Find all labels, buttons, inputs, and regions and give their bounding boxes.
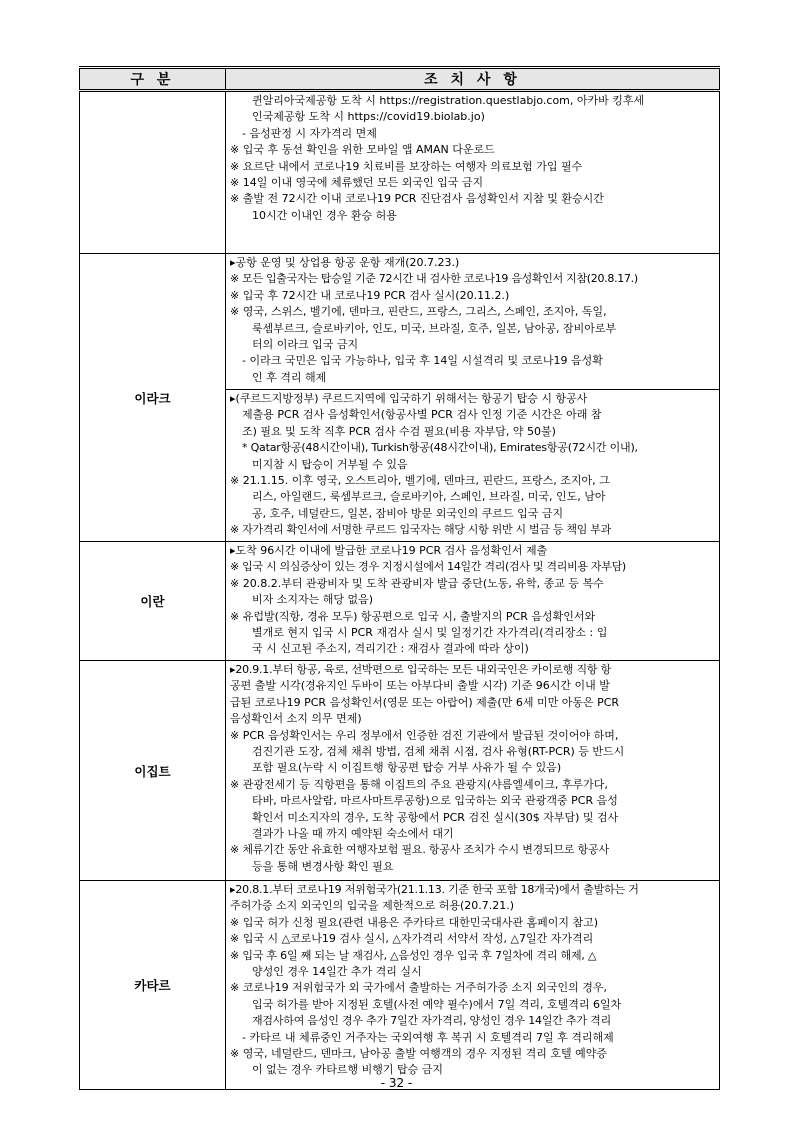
note-line: 10시간 이내인 경우 환승 허용 (252, 208, 397, 222)
bullet-line: 주허가증 소지 외국인의 입국을 제한적으로 허용(20.7.21.) (230, 899, 515, 913)
text-line: - 음성판정 시 자가격리 면제 (242, 126, 377, 140)
measures-cell-iraq-1 (226, 254, 720, 390)
note-line: ※ 체류기간 동안 유효한 여행자보험 필요. 항공사 조치가 수시 변경되므로 항공사 (230, 843, 609, 857)
country-egypt: 이집트 (80, 661, 226, 881)
measures-cell-qatar (226, 881, 720, 1090)
table-row-egypt (80, 661, 720, 881)
bullet-line: 제출용 PCR 검사 음성확인서(항공사별 PCR 검사 인정 기준 시간은 아래 참 (242, 408, 602, 422)
bullet-line: 음성확인서 소지 의무 면제) (230, 712, 362, 726)
note-line: ※ 관광전세기 등 직항편을 통해 이집트의 주요 관광지(샤름엘셰이크, 후루가다, (230, 777, 608, 791)
measures-cell-iraq-2 (226, 390, 720, 542)
note-line: 룩셈부르크, 슬로바키아, 인도, 미국, 브라질, 호주, 일본, 남아공, 잠비아로부 (252, 321, 617, 335)
note-line: 국 시 신고된 주소지, 격리기간 : 재검사 결과에 따라 상이) (252, 642, 529, 656)
measures-cell-egypt (226, 661, 720, 881)
bullet-line: 조) 필요 및 도착 직후 PCR 검사 수검 필요(비용 자부담, 약 50불) (242, 424, 556, 438)
text-line: 인 후 격리 해제 (252, 370, 327, 384)
header-category: 구 분 (80, 68, 226, 91)
page-number: - 32 - (380, 1076, 413, 1090)
note-line: ※ 입국 후 72시간 내 코로나19 PCR 검사 실시(20.11.2.) (230, 288, 510, 302)
country-cell-empty (80, 91, 226, 254)
note-line: ※ 영국, 스위스, 벨기에, 덴마크, 핀란드, 프랑스, 그리스, 스페인, 조지아, 독일, (230, 305, 607, 319)
note-line: ※ 요르단 내에서 코로나19 치료비를 보장하는 여행자 의료보험 가입 필수 (230, 159, 583, 173)
note-line: ※ 입국 시 △코로나19 검사 실시, △자가격리 서약서 작성, △7일간 자가격리 (230, 932, 594, 946)
note-line: ※ 14일 이내 영국에 체류했던 모든 외국인 입국 금지 (230, 176, 484, 190)
table-row-qatar (80, 881, 720, 1090)
measures-cell-continued (226, 91, 720, 254)
note-line: 비자 소지자는 해당 없음) (252, 593, 374, 607)
header-measures: 조 치 사 항 (226, 68, 720, 91)
country-iran: 이란 (80, 542, 226, 661)
measures-cell-iran (226, 542, 720, 661)
note-line: 재검사하여 음성인 경우 추가 7일간 자가격리, 양성인 경우 14일간 추가 격리 (252, 1014, 612, 1028)
note-line: ※ 입국 허가 신청 필요(관련 내용은 주카타르 대한민국대사관 홈페이지 참고) (230, 915, 599, 929)
note-line: 터의 이라크 입국 금지 (252, 338, 359, 352)
note-line: 입국 허가를 받아 지정된 호텔(사전 예약 필수)에서 7일 격리, 호텔격리 6일차 (252, 997, 622, 1011)
note-line: 확인서 미소지자의 경우, 도착 공항에서 PCR 검진 실시(30$ 자부담) 및 검사 (252, 810, 619, 824)
country-iraq: 이라크 (80, 254, 226, 542)
note-line: ※ 영국, 네덜란드, 덴마크, 남아공 출발 여행객의 경우 지정된 격리 호텔 예약증 (230, 1047, 607, 1061)
bullet-line: ▸20.8.1.부터 코로나19 저위험국가(21.1.13. 기준 한국 포함 18개국)에서 출발하는 거 (230, 883, 639, 896)
table-header-row (80, 68, 720, 91)
note-line: ※ 유럽발(직항, 경유 모두) 항공편으로 입국 시, 출발지의 PCR 음성확인서와 (230, 609, 596, 623)
text-line: - 이라크 국민은 입국 가능하나, 입국 후 14일 시설격리 및 코로나19 음성확 (242, 354, 603, 368)
note-line: 타바, 마르사알람, 마르사마트루공항)으로 입국하는 외국 관광객중 PCR 음성 (252, 794, 618, 808)
note-line: ※ 입국 후 동선 확인을 위한 모바일 앱 AMAN 다운로드 (230, 143, 495, 157)
text-line: * Qatar항공(48시간이내), Turkish항공(48시간이내), Emirates항공(72시간 이내), (242, 441, 638, 455)
bullet-line: 급된 코로나19 PCR 음성확인서(영문 또는 아랍어) 제출(만 6세 미만 아동은 PCR (230, 695, 620, 709)
text-line: 미지참 시 탑승이 거부될 수 있음 (252, 457, 408, 471)
bullet-line: ▸(쿠르드지방정부) 쿠르드지역에 입국하기 위해서는 항공기 탑승 시 항공사 (230, 392, 588, 405)
bullet-line: ▸20.9.1.부터 항공, 육로, 선박편으로 입국하는 모든 내외국인은 카이로행 직항 항 (230, 663, 612, 676)
note-line: 이 없는 경우 카타르행 비행기 탑승 금지 (252, 1063, 443, 1077)
note-line: 별개로 현지 입국 시 PCR 재검사 실시 및 일정기간 자가격리(격리장소 : 입 (252, 626, 608, 640)
text-line: 퀸알리아국제공항 도착 시 https://registration.questlabjo.com, 아카바 킹후세 (252, 94, 645, 107)
bullet-line: ▸도착 96시간 이내에 발급한 코로나19 PCR 검사 음성확인서 제출 (230, 544, 548, 557)
bullet-line: ▸공항 운영 및 상업용 항공 운항 재개(20.7.23.) (230, 256, 460, 269)
table-row-iraq (80, 254, 720, 390)
note-line: ※ PCR 음성확인서는 우리 정부에서 인증한 검진 기관에서 발급된 것이어야 하며, (230, 728, 619, 742)
note-line: ※ 자가격리 확인서에 서명한 쿠르드 입국자는 해당 시항 위반 시 벌금 등 책임 부과 (230, 523, 611, 537)
text-line: 인국제공항 도착 시 https://covid19.biolab.jo) (252, 110, 485, 124)
note-line: 포함 필요(누락 시 이집트행 항공편 탑승 거부 사유가 될 수 있음) (252, 761, 562, 775)
table-row-iran (80, 542, 720, 661)
country-qatar: 카타르 (80, 881, 226, 1090)
table-row (80, 91, 720, 254)
note-line: ※ 입국 후 6일 째 되는 날 재검사, △음성인 경우 입국 후 7일차에 격리 해제, △ (230, 948, 597, 962)
text-line: - 카타르 내 체류중인 거주자는 국외여행 후 복귀 시 호텔격리 7일 후 격리해제 (242, 1030, 614, 1044)
note-line: ※ 20.8.2.부터 관광비자 및 도착 관광비자 발급 중단(노동, 유학, 종교 등 복수 (230, 576, 604, 590)
bullet-line: 공편 출발 시각(경유지인 두바이 또는 아부다비 출발 시각) 기준 96시간 이내 발 (230, 679, 610, 693)
note-line: 결과가 나올 때 까지 예약된 숙소에서 대기 (252, 827, 454, 841)
note-line: 양성인 경우 14일간 추가 격리 실시 (252, 965, 422, 979)
note-line: 리스, 아일랜드, 룩셈부르크, 슬로바키아, 스페인, 브라질, 미국, 인도, 남아 (252, 490, 606, 504)
note-line: ※ 21.1.15. 이후 영국, 오스트리아, 벨기에, 덴마크, 핀란드, 프랑스, 조지아, 그 (230, 474, 610, 488)
measures-table (79, 66, 720, 1090)
note-line: ※ 모든 입출국자는 탑승일 기준 72시간 내 검사한 코로나19 음성확인서 지참(20.8.17.) (230, 272, 638, 286)
note-line: 검진기관 도장, 검체 채취 방법, 검체 채취 시점, 검사 유형(RT-PCR) 등 반드시 (252, 745, 625, 759)
note-line: ※ 코로나19 저위험국가 외 국가에서 출발하는 거주허가증 소지 외국인의 경우, (230, 981, 607, 995)
note-line: 공, 호주, 네덜란드, 일본, 잠비아 방문 외국인의 쿠르드 입국 금지 (252, 506, 564, 520)
note-line: ※ 출발 전 72시간 이내 코로나19 PCR 진단검사 음성확인서 지참 및 환승시간 (230, 192, 604, 206)
note-line: 등을 통해 변경사항 확인 필요 (252, 859, 394, 873)
note-line: ※ 입국 시 의심증상이 있는 경우 지정시설에서 14일간 격리(검사 및 격리비용 자부담) (230, 560, 626, 574)
